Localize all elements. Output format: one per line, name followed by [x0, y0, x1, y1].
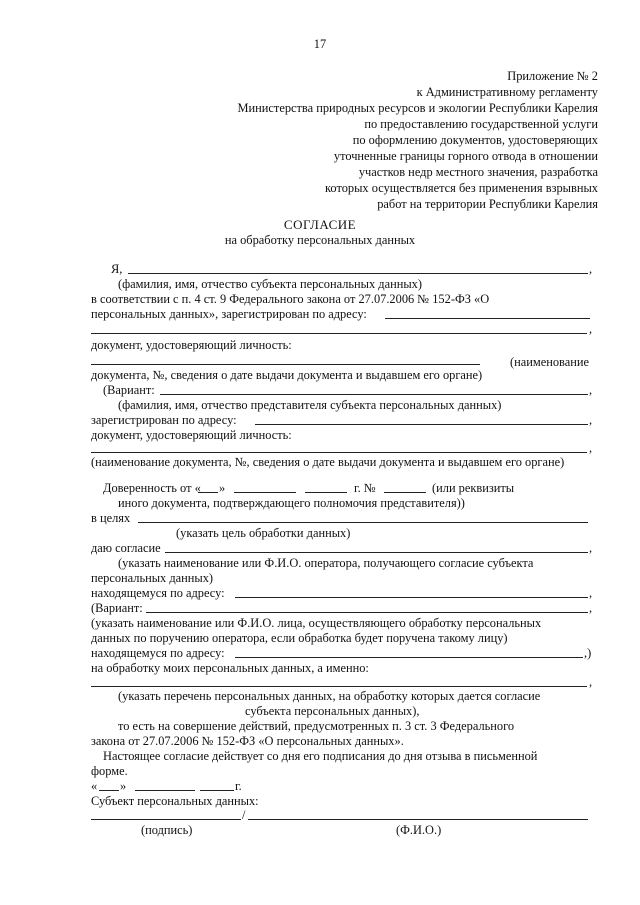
- fio-hint: (фамилия, имя, отчество субъекта персональных данных): [118, 277, 423, 291]
- power-alt-text: (или реквизиты: [432, 481, 515, 495]
- appendix-line: которых осуществляется без применения взрывных: [325, 181, 598, 195]
- naim-hint: (наименование: [510, 355, 590, 369]
- accordance-text: персональных данных», зарегистрирован по адресу:: [91, 307, 367, 321]
- appendix-line: уточненные границы горного отвода в отношении: [333, 149, 598, 163]
- operator-field-line[interactable]: [165, 552, 588, 553]
- appendix-line: участков недр местного значения, разработка: [358, 165, 598, 179]
- document-title: СОГЛАСИЕ: [283, 217, 357, 232]
- appendix-line: по оформлению документов, удостоверяющих: [352, 133, 598, 147]
- variant-label: (Вариант:: [103, 383, 155, 397]
- rep-addr-field-line[interactable]: [255, 424, 588, 425]
- appendix-line: Министерства природных ресурсов и экологии Республики Карелия: [237, 101, 598, 115]
- power-number-label: г. №: [354, 481, 376, 495]
- variant-label-2: (Вариант:: [91, 601, 143, 615]
- quote-close: »: [219, 481, 226, 495]
- purpose-field-line[interactable]: [138, 522, 588, 523]
- comma: ,: [589, 541, 593, 555]
- actions-text-2: закона от 27.07.2006 № 152-ФЗ «О персональных данных».: [91, 734, 404, 748]
- comma: ,: [589, 675, 593, 689]
- appendix-line: Приложение № 2: [507, 69, 598, 83]
- document-subtitle: на обработку персональных данных: [224, 233, 416, 247]
- actions-text: то есть на совершение действий, предусмотренных п. 3 ст. 3 Федерального: [118, 719, 515, 733]
- located-label: находящемуся по адресу:: [91, 586, 225, 600]
- reg-addr-label: зарегистрирован по адресу:: [91, 413, 237, 427]
- comma: ,: [589, 322, 593, 336]
- operator-addr-field-line[interactable]: [235, 597, 588, 598]
- date-month-field[interactable]: [135, 790, 195, 791]
- i-label: Я,: [111, 262, 123, 276]
- date-year-field[interactable]: [200, 790, 234, 791]
- address-field-line[interactable]: [385, 318, 590, 319]
- signature-field-line[interactable]: [91, 819, 241, 820]
- comma: ,: [589, 601, 593, 615]
- validity-text-2: форме.: [91, 764, 128, 778]
- id-doc-label-2: документ, удостоверяющий личность:: [91, 428, 292, 442]
- power-year-field[interactable]: [305, 492, 347, 493]
- id-doc-field-line[interactable]: [91, 364, 480, 365]
- page-number: 17: [313, 37, 327, 51]
- rep-hint: (фамилия, имя, отчество представителя субъекта персональных данных): [118, 398, 502, 412]
- date-quote-close: »: [120, 779, 127, 793]
- give-consent-label: даю согласие: [91, 541, 161, 555]
- comma: ,: [589, 262, 593, 276]
- date-day-field[interactable]: [99, 790, 119, 791]
- date-quote-open: «: [91, 779, 98, 793]
- close-paren: ,): [584, 646, 592, 660]
- fio-signature-hint: (Ф.И.О.): [396, 823, 442, 837]
- fio-signature-field-line[interactable]: [248, 819, 588, 820]
- comma: ,: [589, 383, 593, 397]
- comma: ,: [589, 586, 593, 600]
- address-field-line-2[interactable]: [91, 333, 587, 334]
- purpose-label: в целях: [91, 511, 131, 525]
- rep-doc-field-line[interactable]: [91, 452, 587, 453]
- power-alt-text-2: иного документа, подтверждающего полномочия представителя)): [118, 496, 465, 510]
- power-day-field[interactable]: [198, 492, 218, 493]
- subject-label: Субъект персональных данных:: [91, 794, 259, 808]
- doc-hint-2: (наименование документа, №, сведения о дате выдачи документа и выдавшем его органе): [91, 455, 565, 469]
- purpose-hint: (указать цель обработки данных): [176, 526, 351, 540]
- located-label-2: находящемуся по адресу:: [91, 646, 225, 660]
- comma: ,: [589, 441, 593, 455]
- rep-fio-field-line[interactable]: [160, 394, 588, 395]
- operator-hint-2: персональных данных): [91, 571, 214, 585]
- processor-hint: (указать наименование или Ф.И.О. лица, осуществляющего обработку персональных: [91, 616, 542, 630]
- validity-text: Настоящее согласие действует со дня его подписания до дня отзыва в письменной: [103, 749, 538, 763]
- processor-addr-field-line[interactable]: [235, 657, 583, 658]
- appendix-line: к Административному регламенту: [416, 85, 598, 99]
- comma: ,: [589, 413, 593, 427]
- operator-hint: (указать наименование или Ф.И.О. оператора, получающего согласие субъекта: [118, 556, 534, 570]
- accordance-text: в соответствии с п. 4 ст. 9 Федерального закона от 27.07.2006 № 152-ФЗ «О: [91, 292, 490, 306]
- power-number-field[interactable]: [384, 492, 426, 493]
- processing-label: на обработку моих персональных данных, а именно:: [91, 661, 369, 675]
- processor-field-line[interactable]: [146, 612, 588, 613]
- power-month-field[interactable]: [234, 492, 296, 493]
- fio-field-line[interactable]: [128, 273, 588, 274]
- signature-hint: (подпись): [141, 823, 193, 837]
- appendix-line: по предоставлению государственной услуги: [364, 117, 598, 131]
- slash: /: [242, 808, 246, 822]
- processor-hint-2: данных по поручению оператора, если обработка будет поручена такому лицу): [91, 631, 508, 645]
- list-hint: (указать перечень персональных данных, на обработку которых дается согласие: [118, 689, 541, 703]
- id-doc-label: документ, удостоверяющий личность:: [91, 338, 292, 352]
- appendix-line: работ на территории Республики Карелия: [377, 197, 598, 211]
- power-label: Доверенность от «: [103, 481, 201, 495]
- list-hint-2: субъекта персональных данных),: [245, 704, 420, 718]
- data-list-field-line[interactable]: [91, 686, 587, 687]
- doc-hint: документа, №, сведения о дате выдачи документа и выдавшем его органе): [91, 368, 483, 382]
- date-suffix: г.: [235, 779, 242, 793]
